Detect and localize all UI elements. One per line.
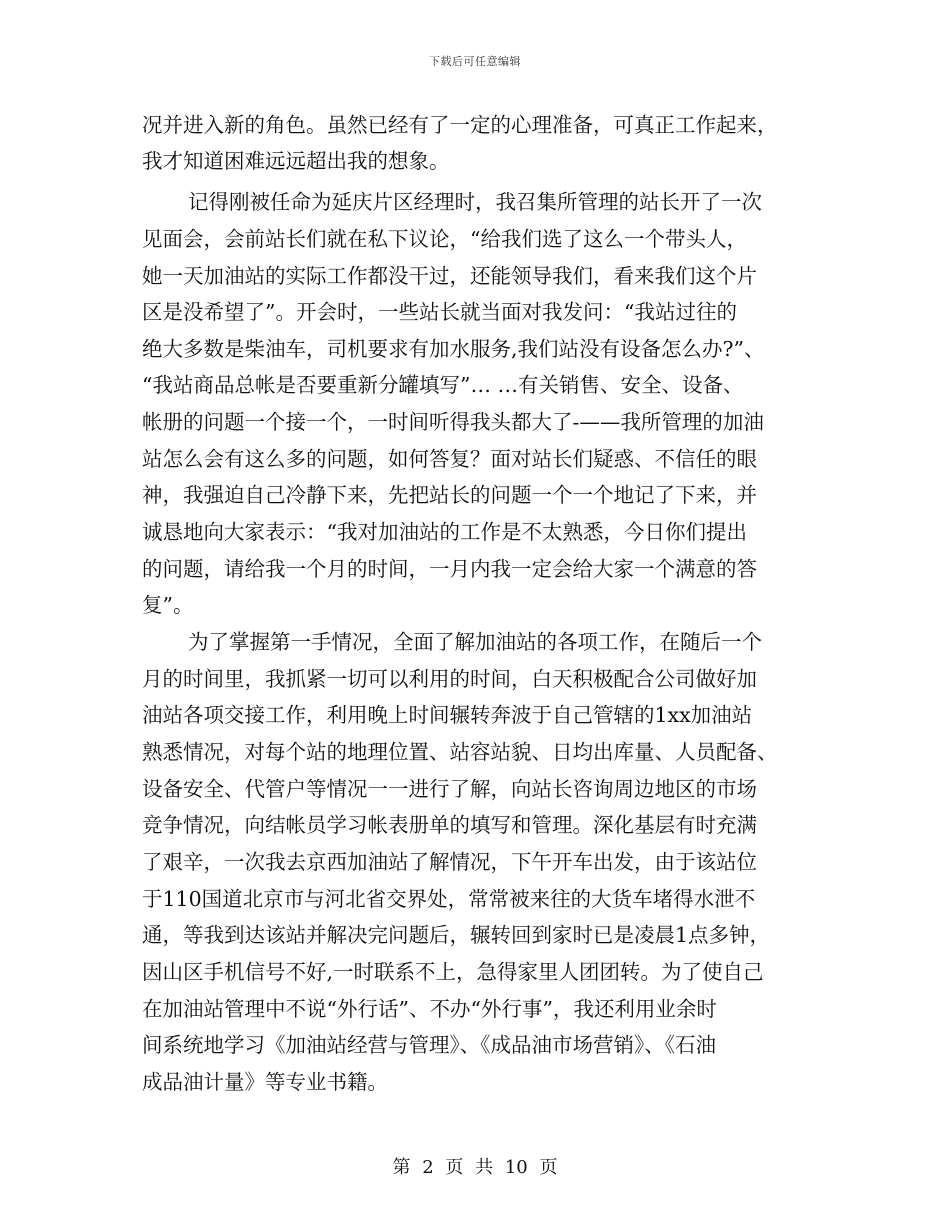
body-line: 复”。 (142, 593, 194, 617)
body-line: 间系统地学习《加油站经营与管理》、《成品油市场营销》、《石油 (142, 1033, 716, 1057)
body-line: 月的时间里，我抓紧一切可以利用的时间，白天积极配合公司做好加 (142, 667, 757, 691)
body-line: 因山区手机信号不好,一时联系不上，急得家里人团团转。为了使自己 (142, 960, 764, 984)
body-line: 区是没希望了”。开会时，一些站长就当面对我发问：“我站过往的 (142, 300, 737, 324)
body-line: 成品油计量》等专业书籍。 (142, 1070, 388, 1094)
body-line: 绝大多数是柴油车，司机要求有加水服务,我们站没有设备怎么办?”、 (142, 337, 765, 361)
body-line: 诚恳地向大家表示：“我对加油站的工作是不太熟悉，今日你们提出 (142, 520, 747, 544)
body-line: 见面会，会前站长们就在私下议论，“给我们选了这么一个带头人， (142, 227, 747, 251)
page-header: 下载后可任意编辑 (429, 55, 521, 68)
body-line: 通，等我到达该站并解决完问题后，辗转回到家时已是凌晨1点多钟， (142, 923, 771, 947)
body-line: 帐册的问题一个接一个，一时间听得我头都大了-——我所管理的加油 (142, 410, 764, 434)
page-footer: 第 2 页 共 10 页 (392, 1157, 558, 1178)
body-line: 的问题，请给我一个月的时间，一月内我一定会给大家一个满意的答 (142, 557, 757, 581)
body-line: 竞争情况，向结帐员学习帐表册单的填写和管理。深化基层有时充满 (142, 813, 757, 837)
body-line: 记得刚被任命为延庆片区经理时，我召集所管理的站长开了一次 (188, 190, 762, 214)
body-line: 了艰辛，一次我去京西加油站了解情况，下午开车出发，由于该站位 (142, 850, 757, 874)
body-line: 站怎么会有这么多的问题，如何答复？面对站长们疑惑、不信任的眼 (142, 447, 757, 471)
body-line: 神，我强迫自己冷静下来，先把站长的问题一个一个地记了下来，并 (142, 483, 757, 507)
body-line: 于110国道北京市与河北省交界处，常常被来往的大货车堵得水泄不 (142, 887, 756, 911)
body-line: 为了掌握第一手情况，全面了解加油站的各项工作，在随后一个 (188, 630, 762, 654)
body-line: 设备安全、代管户等情况一一进行了解，向站长咨询周边地区的市场 (142, 777, 757, 801)
body-line: 油站各项交接工作，利用晚上时间辗转奔波于自己管辖的1xx加油站 (142, 703, 753, 727)
body-line: 熟悉情况，对每个站的地理位置、站容站貌、日均出库量、人员配备、 (142, 740, 778, 764)
body-line: 在加油站管理中不说“外行话”、不办“外行事”，我还利用业余时 (142, 997, 717, 1021)
body-line: 她一天加油站的实际工作都没干过，还能领导我们，看来我们这个片 (142, 264, 757, 288)
body-line: “我站商品总帐是否要重新分罐填写”… …有关销售、安全、设备、 (142, 373, 744, 397)
body-line: 况并进入新的角色。虽然已经有了一定的心理准备，可真正工作起来， (142, 113, 778, 137)
body-line: 我才知道困难远远超出我的想象。 (142, 149, 450, 173)
